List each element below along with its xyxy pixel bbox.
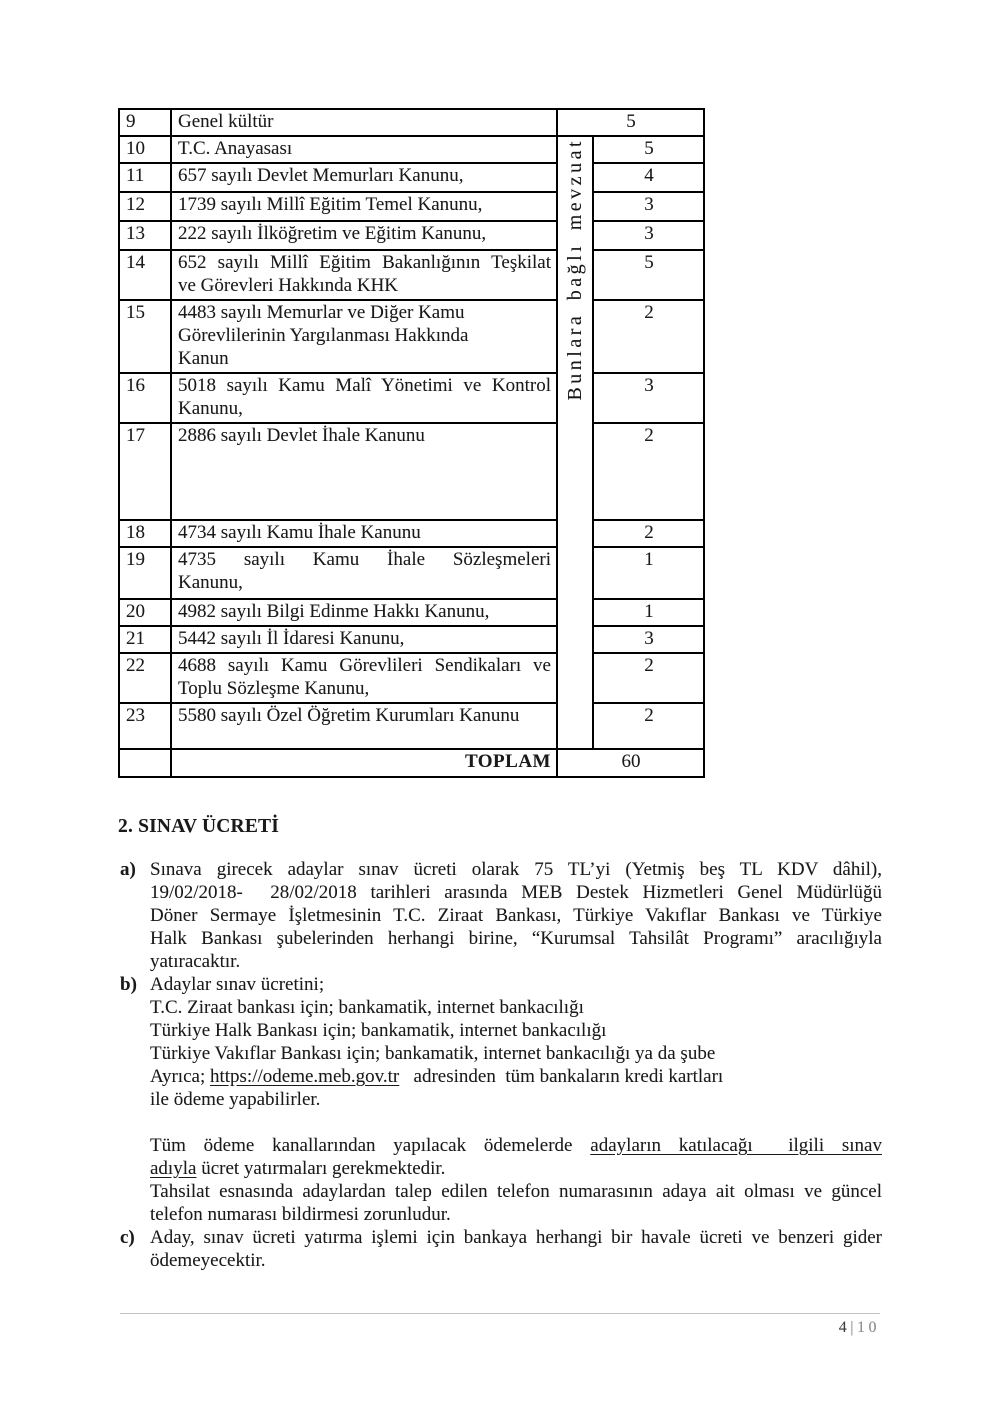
table-row [119,109,704,136]
text-line: 657 sayılı Devlet Memurları Kanunu, [178,165,464,186]
page-number-separator: | [850,1319,857,1336]
points-cell: 2 [593,703,704,749]
row-number-cell: 21 [119,626,171,653]
table-row [119,547,704,599]
list-item-c [118,1226,882,1272]
row-number-cell: 17 [119,423,171,520]
table-row [119,250,704,300]
text-line: Sınava girecek adaylar sınav ücreti olarak 75 TL’yi (Yetmiş beş TL KDV dâhil), [150,859,882,880]
empty-cell [119,749,171,777]
points-cell: 1 [593,547,704,599]
underlined-text: adayların katılacağı ilgili sınav [590,1135,882,1156]
points-cell: 4 [593,163,704,192]
text-line: T.C. Ziraat bankası için; bankamatik, internet bankacılığı [150,997,584,1018]
row-number-cell: 15 [119,300,171,373]
topic-cell [171,250,557,300]
exam-topics-table [118,108,705,778]
row-number-cell: 13 [119,221,171,250]
list-item-b [118,973,882,1111]
text-line: 4734 sayılı Kamu İhale Kanunu [178,522,421,543]
topic-cell [171,109,557,136]
points-cell: 5 [593,250,704,300]
text-line [150,1157,882,1180]
text-line: 652 sayılı Millî Eğitim Bakanlığının Teşkilat [178,252,551,273]
text-line: ile ödeme yapabilirler. [150,1089,321,1110]
total-row [119,749,704,777]
points-cell: 3 [593,192,704,221]
table-row [119,192,704,221]
table-row [119,423,704,520]
points-cell: 1 [593,599,704,626]
text-line: 4688 sayılı Kamu Görevlileri Sendikaları ve [178,655,551,676]
table-row [119,163,704,192]
text-line: Türkiye Vakıflar Bankası için; bankamatik, internet bankacılığı ya da şube [150,1043,716,1064]
row-number-cell: 10 [119,136,171,163]
text-line: 4982 sayılı Bilgi Edinme Hakkı Kanunu, [178,601,490,622]
text-line: 5580 sayılı Özel Öğretim Kurumları Kanunu [178,705,520,726]
section-heading: 2. SINAV ÜCRETİ [118,816,280,837]
text-line: Toplu Sözleşme Kanunu, [178,678,370,699]
text-line: 4483 sayılı Memurlar ve Diğer Kamu [178,302,465,323]
topic-cell [171,423,557,520]
underlined-text: adıyla [150,1158,197,1179]
table-row [119,626,704,653]
odeme-link[interactable]: https://odeme.meb.gov.tr [209,1066,400,1087]
text-line [150,1065,882,1088]
points-cell: 2 [593,653,704,703]
page-footer [120,1313,880,1337]
table-row [119,653,704,703]
table-row [119,221,704,250]
rotated-column-label: Bunlara bağlı mevzuat [564,138,587,401]
list-item-a [118,858,882,973]
points-cell: 5 [557,109,704,136]
text-line: Halk Bankası şubelerinden herhangi birine, “Kurumsal Tahsilât Programı” aracılığıyla [150,928,882,949]
points-cell: 2 [593,520,704,547]
table-row [119,703,704,749]
points-cell: 3 [593,373,704,423]
points-cell: 5 [593,136,704,163]
item-label: c) [120,1227,135,1248]
row-number-cell: 11 [119,163,171,192]
row-number-cell: 22 [119,653,171,703]
text-line: Adaylar sınav ücretini; [150,974,325,995]
topic-cell [171,300,557,373]
topic-cell [171,163,557,192]
text-line [150,1134,882,1157]
table-row [119,136,704,163]
text-line: 5442 sayılı İl İdaresi Kanunu, [178,628,405,649]
row-number-cell: 14 [119,250,171,300]
table-row [119,300,704,373]
text-line: 1739 sayılı Millî Eğitim Temel Kanunu, [178,194,483,215]
text-line: 2886 sayılı Devlet İhale Kanunu [178,425,425,446]
points-cell: 3 [593,626,704,653]
row-number-cell: 20 [119,599,171,626]
topic-cell [171,192,557,221]
text-line: Türkiye Halk Bankası için; bankamatik, internet bankacılığı [150,1020,607,1041]
page-number-total: 10 [857,1319,880,1336]
text-segment: Tüm ödeme kanallarından yapılacak ödemelerde [150,1135,591,1156]
text-line: 19/02/2018- 28/02/2018 tarihleri arasında MEB Destek Hizmetleri Genel Müdürlüğü [150,882,882,903]
text-line: Kanunu, [178,398,243,419]
text-line: Aday, sınav ücreti yatırma işlemi için bankaya herhangi bir havale ücreti ve benzeri gider [150,1227,882,1248]
row-number-cell: 9 [119,109,171,136]
row-number-cell: 23 [119,703,171,749]
total-label-cell: TOPLAM [171,749,557,777]
text-segment: Ayrıca; [150,1066,210,1087]
text-line: Görevlilerinin Yargılanması Hakkında [178,325,469,346]
text-line: T.C. Anayasası [178,138,293,159]
topic-cell [171,599,557,626]
table-row [119,599,704,626]
topic-cell [171,653,557,703]
item-label: b) [120,974,137,995]
row-number-cell: 18 [119,520,171,547]
table-row [119,520,704,547]
text-segment: adresinden tüm bankaların kredi kartları [399,1066,724,1087]
text-line: ödemeyecektir. [150,1250,266,1271]
topic-cell [171,547,557,599]
text-line: Genel kültür [178,111,274,132]
table-row [119,373,704,423]
item-label: a) [120,859,136,880]
topic-cell [171,520,557,547]
text-line: 5018 sayılı Kamu Malî Yönetimi ve Kontrol [178,375,551,396]
text-line: Tahsilat esnasında adaylardan talep edilen telefon numarasının adaya ait olması ve güncel [150,1181,882,1202]
topic-cell [171,221,557,250]
text-line: telefon numarası bildirmesi zorunludur. [150,1204,451,1225]
points-cell: 3 [593,221,704,250]
section-exam-fee [118,815,882,1272]
total-value-cell: 60 [557,749,704,777]
topic-cell [171,373,557,423]
text-segment: ücret yatırmaları gerekmektedir. [196,1158,446,1179]
paragraph [118,1134,882,1180]
page-number-current: 4 [838,1319,851,1336]
text-line: Kanun [178,348,229,369]
text-line: 4735 sayılı Kamu İhale Sözleşmeleri [178,549,551,570]
points-cell: 2 [593,423,704,520]
text-line: Kanunu, [178,572,243,593]
topic-cell [171,136,557,163]
text-line: yatıracaktır. [150,951,241,972]
row-number-cell: 19 [119,547,171,599]
rotated-column-cell [557,136,593,749]
text-line: ve Görevleri Hakkında KHK [178,275,399,296]
row-number-cell: 16 [119,373,171,423]
row-number-cell: 12 [119,192,171,221]
topic-cell [171,703,557,749]
text-line: Döner Sermaye İşletmesinin T.C. Ziraat Bankası, Türkiye Vakıflar Bankası ve Türkiye [150,905,882,926]
text-line: 222 sayılı İlköğretim ve Eğitim Kanunu, [178,223,487,244]
topic-cell [171,626,557,653]
paragraph [118,1180,882,1226]
points-cell: 2 [593,300,704,373]
